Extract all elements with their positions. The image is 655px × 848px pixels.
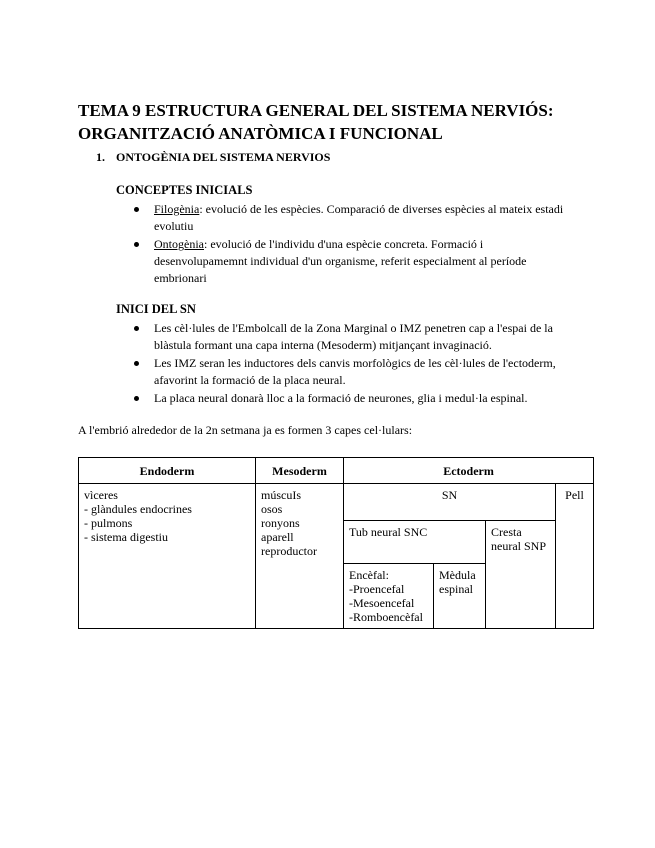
conceptes-list xyxy=(116,201,576,288)
table-row xyxy=(79,484,594,521)
medula-cell xyxy=(434,564,486,629)
germ-layers-table xyxy=(78,457,594,629)
cresta-line: neural SNP xyxy=(491,539,546,553)
encefal-cell xyxy=(344,564,434,629)
sn-cell: SN xyxy=(344,484,556,521)
mesoderm-item: múscuIs xyxy=(261,488,301,502)
inici-heading: INICI DEL SN xyxy=(116,302,196,316)
table-header-row xyxy=(79,458,594,484)
title-line-2: ORGANITZACIÓ ANATÒMICA I FUNCIONAL xyxy=(78,124,443,143)
section-number: 1. xyxy=(96,150,105,164)
endoderm-item: - sistema digestiu xyxy=(84,530,168,544)
mesoderm-item: ronyons xyxy=(261,516,300,530)
term: Filogènia xyxy=(154,202,200,216)
list-item-text: Les cèl·lules de l'Embolcall de la Zona Marginal o IMZ penetren cap a l'espai de la blàstula formant una capa interna (Mesoderm) mitjançant invaginació. xyxy=(154,321,553,352)
medula-line: espinal xyxy=(439,582,473,596)
header-ectoderm: Ectoderm xyxy=(344,458,594,484)
endoderm-item: - pulmons xyxy=(84,516,133,530)
encefal-line: -Romboencèfal xyxy=(349,610,423,624)
bullet-icon xyxy=(134,242,139,247)
encefal-line: Encèfal: xyxy=(349,568,389,582)
mesoderm-item: aparell xyxy=(261,530,294,544)
mesoderm-item: reproductor xyxy=(261,544,317,558)
mesoderm-cell xyxy=(256,484,344,629)
definition: : evolució de les espècies. Comparació de diverses espècies al mateix estadi evolutiu xyxy=(154,202,564,233)
definition: : evolució de l'individu d'una espècie concreta. Formació i desenvolupamemnt individual d'un organisme, referit especialment al període embrionari xyxy=(154,237,527,285)
endoderm-item: - glàndules endocrines xyxy=(84,502,192,516)
cresta-neural-cell xyxy=(486,521,556,629)
mesoderm-item: osos xyxy=(261,502,283,516)
medula-line: Mèdula xyxy=(439,568,476,582)
document-title xyxy=(78,99,598,145)
bullet-icon xyxy=(134,361,139,366)
cresta-line: Cresta xyxy=(491,525,522,539)
inici-list xyxy=(116,320,576,408)
bullet-icon xyxy=(134,207,139,212)
endoderm-item: vìceres xyxy=(84,488,118,502)
tub-neural-cell: Tub neural SNC xyxy=(344,521,486,564)
encefal-line: -Mesoencefal xyxy=(349,596,415,610)
intro-paragraph: A l'embrió alrededor de la 2n setmana ja es formen 3 capes cel·lulars: xyxy=(78,423,413,437)
list-item xyxy=(116,201,576,235)
list-item xyxy=(116,236,576,287)
section-1-heading xyxy=(96,150,330,165)
pell-cell: Pell xyxy=(556,484,594,629)
bullet-icon xyxy=(134,326,139,331)
list-item xyxy=(116,390,576,407)
section-title: ONTOGÈNIA DEL SISTEMA NERVIOS xyxy=(116,150,331,164)
header-mesoderm: Mesoderm xyxy=(256,458,344,484)
title-line-1: TEMA 9 ESTRUCTURA GENERAL DEL SISTEMA NERVIÓS: xyxy=(78,101,554,120)
list-item-text: Les IMZ seran les inductores dels canvis morfològics de les cèl·lules de l'ectoderm, afavorint la formació de la placa neural. xyxy=(154,356,556,387)
endoderm-cell xyxy=(79,484,256,629)
list-item-text: La placa neural donarà lloc a la formació de neurones, glia i medul·la espinal. xyxy=(154,391,528,405)
list-item xyxy=(116,320,576,354)
bullet-icon xyxy=(134,396,139,401)
list-item xyxy=(116,355,576,389)
header-endoderm: Endoderm xyxy=(79,458,256,484)
encefal-line: -Proencefal xyxy=(349,582,405,596)
term: Ontogènia xyxy=(154,237,204,251)
conceptes-heading: CONCEPTES INICIALS xyxy=(116,183,253,197)
